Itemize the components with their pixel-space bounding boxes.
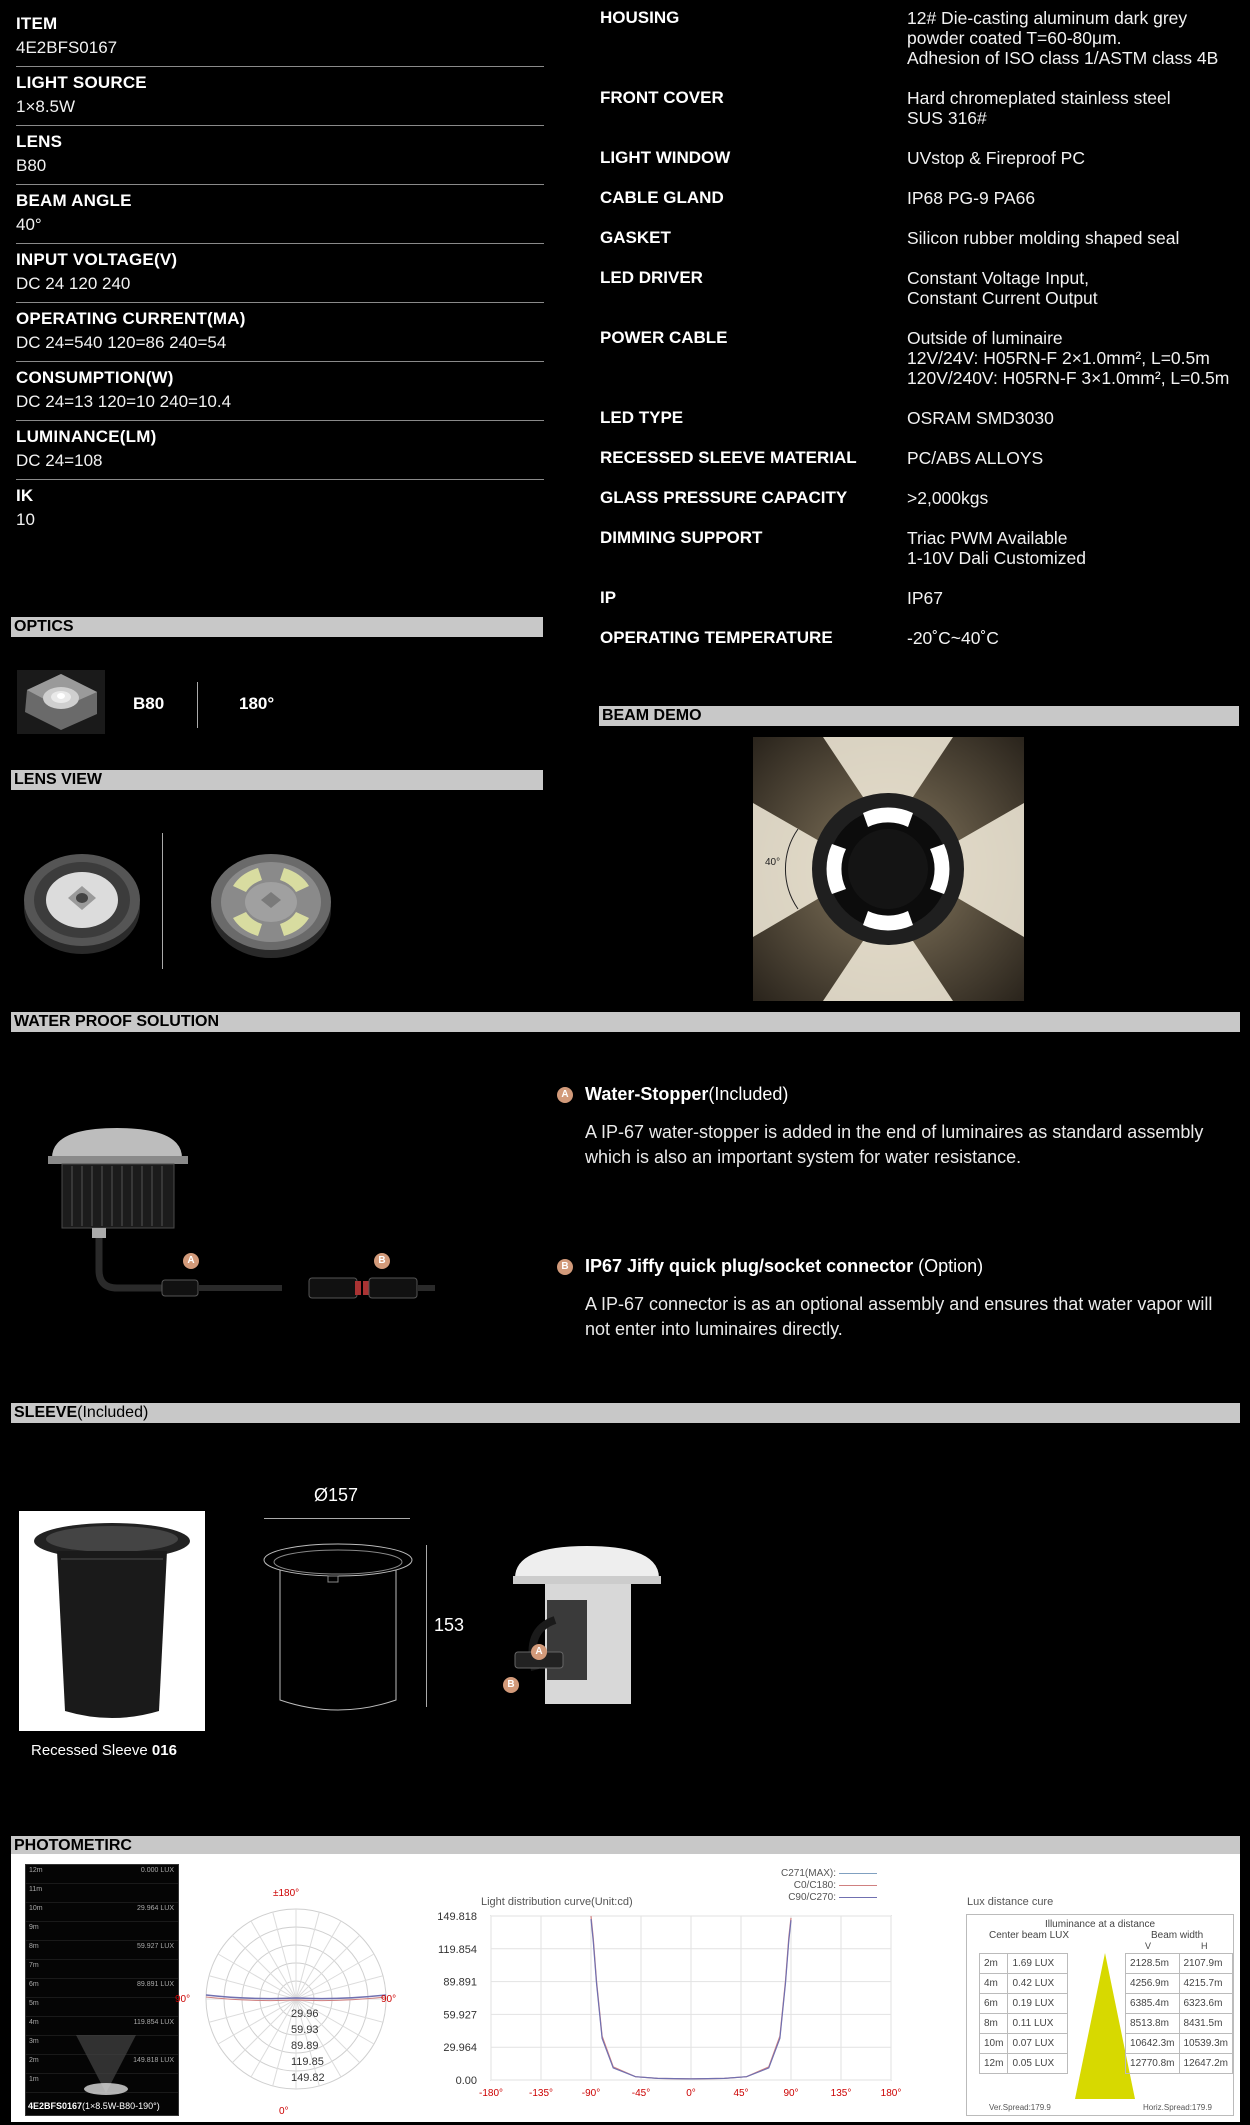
y-tick-label: 119.854: [438, 1943, 477, 1956]
lux-cell-d: 12m: [980, 2054, 1008, 2074]
lux-col-h: H: [1201, 1941, 1208, 1951]
x-tick-label: -135°: [528, 2088, 554, 2099]
x-tick-label: -90°: [581, 2088, 601, 2099]
legend-label: C271(MAX):: [781, 1868, 837, 1879]
polar-bottom-label: 0°: [279, 2106, 289, 2117]
badge-b: B: [557, 1259, 573, 1275]
illuminance-height: 8m: [29, 1943, 39, 1950]
spec-value: 40°: [16, 215, 42, 234]
sleeve-caption: [31, 1742, 177, 1759]
illuminance-height: 11m: [29, 1886, 43, 1893]
section-bar-lens-view: LENS VIEW: [11, 770, 543, 790]
polar-top-label: ±180°: [273, 1888, 300, 1899]
spec-label: DIMMING SUPPORT: [600, 528, 763, 547]
polar-spoke: [296, 1912, 319, 1999]
polar-left-label: 90°: [175, 1994, 191, 2005]
spec-value: DC 24 120 240: [16, 274, 131, 293]
connector-image: [305, 1270, 435, 1310]
spec-cable-gland: [600, 188, 1240, 228]
illuminance-lux: 89.891 LUX: [137, 1981, 174, 1988]
legend-label: C0/C180:: [793, 1880, 837, 1891]
spec-value: DC 24=540 120=86 240=54: [16, 333, 227, 352]
lux-cell-h: 8431.5m: [1179, 2014, 1233, 2034]
spec-label: ITEM: [16, 14, 58, 33]
x-tick-label: -45°: [631, 2088, 651, 2099]
lux-cell-lux: 0.19 LUX: [1008, 1994, 1067, 2014]
sleeve-bar-suffix: (Included): [77, 1404, 149, 1421]
spec-luminance: [16, 421, 544, 480]
y-tick-label: 59.927: [443, 2009, 477, 2022]
lux-cell-v: 4256.9m: [1126, 1974, 1179, 1994]
spec-list-left: [16, 8, 544, 538]
lux-cell-h: 10539.3m: [1179, 2034, 1233, 2054]
illuminance-height: 12m: [29, 1867, 43, 1874]
lux-cell-v: 2128.5m: [1126, 1954, 1179, 1974]
spec-value: -20˚C~40˚C: [907, 628, 999, 648]
section-bar-water-proof: WATER PROOF SOLUTION: [11, 1012, 1240, 1032]
lux-cell-lux: 1.69 LUX: [1008, 1954, 1067, 1974]
spec-operating-current: [16, 303, 544, 362]
illuminance-row: [26, 1979, 178, 1998]
lux-col-beam: Beam width: [1151, 1930, 1204, 1941]
spec-sleeve-material: [600, 448, 1240, 488]
illuminance-chart: [25, 1864, 179, 2116]
illuminance-height: 6m: [29, 1981, 39, 1988]
sleeve-height: 153: [434, 1615, 465, 1635]
lux-cell-h: 2107.9m: [1179, 1954, 1233, 1974]
sleeve-bar-title: SLEEVE: [14, 1404, 78, 1421]
badge-a: A: [557, 1087, 573, 1103]
lux-cell-spacer: [1067, 1994, 1125, 2014]
illuminance-row: [26, 1865, 178, 1884]
section-bar-sleeve: [11, 1403, 1240, 1423]
lux-table-row: [980, 2014, 1233, 2034]
spec-label: LIGHT WINDOW: [600, 148, 731, 167]
illuminance-cone: [76, 2025, 136, 2095]
polar-spoke: [296, 1935, 360, 1999]
y-tick-label: 29.964: [443, 2042, 477, 2055]
hor-spread: Horiz.Spread:179.9: [1143, 2103, 1212, 2112]
illuminance-height: 3m: [29, 2038, 39, 2045]
spec-value: 4E2BFS0167: [16, 38, 118, 57]
lux-col-center: Center beam LUX: [989, 1930, 1070, 1941]
x-tick-label: 135°: [830, 2088, 852, 2099]
chart-legend: [781, 1868, 877, 1904]
spec-ip: [600, 588, 1240, 628]
polar-value: 59.93: [291, 2024, 319, 2036]
spec-label: RECESSED SLEEVE MATERIAL: [600, 448, 857, 467]
illuminance-height: 1m: [29, 2076, 39, 2083]
sleeve-caption-text: Recessed Sleeve: [31, 1742, 152, 1759]
spec-value: Hard chromeplated stainless steel SUS 316#: [907, 88, 1171, 128]
lux-cell-v: 10642.3m: [1126, 2034, 1179, 2054]
lux-cell-d: 6m: [980, 1994, 1008, 2014]
x-tick-label: 45°: [733, 2088, 749, 2099]
beam-angle-label: 40°: [765, 857, 781, 868]
polar-values: [291, 2006, 325, 2086]
spec-led-driver: [600, 268, 1240, 328]
optics-lens-value: B80: [133, 694, 165, 713]
spec-value: Constant Voltage Input, Constant Current Output: [907, 268, 1098, 308]
lux-table-row: [980, 1994, 1233, 2014]
lens-view-divider: [162, 833, 163, 969]
lux-cell-d: 2m: [980, 1954, 1008, 1974]
spec-item: [16, 8, 544, 67]
lux-table-row: [980, 1974, 1233, 1994]
badge-a-diagram: A: [183, 1253, 199, 1269]
polar-spoke: [296, 1921, 341, 1999]
badge-b-diagram: B: [374, 1253, 390, 1269]
x-tick-label: 180°: [880, 2088, 902, 2099]
spec-gasket: [600, 228, 1240, 268]
y-tick-label: 89.891: [443, 1976, 477, 1989]
spec-value: Triac PWM Available 1-10V Dali Customized: [907, 528, 1086, 568]
spec-label: GASKET: [600, 228, 671, 247]
illuminance-lux: 149.818 LUX: [133, 2057, 174, 2064]
spec-light-source: [16, 67, 544, 126]
spec-dimming: [600, 528, 1240, 588]
spec-label: LIGHT SOURCE: [16, 73, 147, 92]
spec-value: 10: [16, 510, 35, 529]
height-line: [426, 1545, 427, 1707]
lux-table-row: [980, 2034, 1233, 2054]
spec-lens: [16, 126, 544, 185]
sleeve-caption-code: 016: [151, 1742, 177, 1759]
y-tick-label: 0.00: [455, 2075, 477, 2087]
illuminance-lux: 119.854 LUX: [133, 2019, 174, 2026]
lens-view-four-window-image: [208, 846, 334, 960]
illuminance-lux: 0.000 LUX: [140, 1867, 174, 1874]
spec-power-cable: [600, 328, 1240, 408]
connector-title: [585, 1256, 983, 1277]
optics-angle-value: 180°: [239, 694, 275, 713]
polar-spoke: [209, 1999, 296, 2022]
lux-cell-lux: 0.42 LUX: [1008, 1974, 1067, 1994]
spec-value: PC/ABS ALLOYS: [907, 448, 1044, 468]
light-distribution-chart: [411, 1910, 951, 2120]
illuminance-row: [26, 1884, 178, 1903]
water-stopper-suffix: (Included): [708, 1084, 789, 1104]
spec-value: UVstop & Fireproof PC: [907, 148, 1085, 168]
lux-cell-lux: 0.05 LUX: [1008, 2054, 1067, 2074]
lux-cell-h: 4215.7m: [1179, 1974, 1233, 1994]
spec-led-type: [600, 408, 1240, 448]
y-tick-label: 149.818: [437, 1911, 477, 1923]
diameter-line: [264, 1518, 410, 1519]
sleeve-diameter: Ø157: [314, 1485, 359, 1505]
spec-value: 1×8.5W: [16, 97, 76, 116]
legend-c0: [781, 1880, 877, 1892]
spec-label: CONSUMPTION(W): [16, 368, 174, 387]
lux-table-row: [980, 2054, 1233, 2074]
spec-value: DC 24=108: [16, 451, 103, 470]
illuminance-row: [26, 1960, 178, 1979]
spec-glass-pressure: [600, 488, 1240, 528]
lux-cell-spacer: [1067, 1954, 1125, 1974]
spec-value: Silicon rubber molding shaped seal: [907, 228, 1180, 248]
polar-value: 119.85: [291, 2056, 324, 2068]
lens-view-single-image: [22, 846, 142, 956]
lux-table: [979, 1953, 1233, 2074]
illuminance-height: 4m: [29, 2019, 39, 2026]
spec-light-window: [600, 148, 1240, 188]
lux-cell-v: 12770.8m: [1126, 2054, 1179, 2074]
lux-cell-lux: 0.11 LUX: [1008, 2014, 1067, 2034]
illuminance-caption: [28, 2101, 160, 2111]
polar-spoke: [273, 1912, 296, 1999]
lux-table-row: [980, 1954, 1233, 1974]
spec-value: >2,000kgs: [907, 488, 989, 508]
illuminance-row: [26, 1922, 178, 1941]
spec-value: 12# Die-casting aluminum dark grey powder coated T=60-80μm. Adhesion of ISO class 1/ASTM class 4B: [907, 8, 1219, 68]
spec-value: IP68 PG-9 PA66: [907, 188, 1036, 208]
illuminance-height: 5m: [29, 2000, 39, 2007]
water-stopper-title-text: Water-Stopper: [585, 1084, 709, 1104]
spec-label: INPUT VOLTAGE(V): [16, 250, 178, 269]
x-tick-label: -180°: [478, 2088, 504, 2099]
polar-value: 89.89: [291, 2040, 319, 2052]
lux-cell-h: 12647.2m: [1179, 2054, 1233, 2074]
spec-value: OSRAM SMD3030: [907, 408, 1054, 428]
spec-label: BEAM ANGLE: [16, 191, 132, 210]
section-bar-photometric: PHOTOMETIRC: [11, 1836, 1240, 1856]
polar-spoke: [232, 1999, 296, 2063]
sleeve-photo: [19, 1511, 205, 1731]
optics-divider: [197, 682, 198, 728]
lux-cell-lux: 0.07 LUX: [1008, 2034, 1067, 2054]
spec-value: Outside of luminaire 12V/24V: H05RN-F 2×1.0mm², L=0.5m 120V/240V: H05RN-F 3×1.0mm², L=0.5m: [907, 328, 1230, 388]
lux-cell-v: 8513.8m: [1126, 2014, 1179, 2034]
sleeve-drawing: [260, 1540, 416, 1720]
polar-value: 149.82: [291, 2072, 325, 2084]
spec-label: IK: [16, 486, 34, 505]
polar-value: 29.96: [291, 2008, 319, 2020]
water-stopper-desc: A IP-67 water-stopper is added in the end of luminaires as standard assembly which is also an important system for water resistance.: [585, 1122, 1204, 1167]
legend-c271: [781, 1868, 877, 1880]
badge-b-assembly: B: [503, 1677, 519, 1693]
water-proof-diagram: [42, 1120, 302, 1320]
polar-spoke: [209, 1976, 296, 1999]
lux-cell-spacer: [1067, 1974, 1125, 1994]
illuminance-lux: 29.964 LUX: [137, 1905, 174, 1912]
beam-demo-image: [753, 737, 1024, 1001]
lux-distance-title: Lux distance cure: [967, 1896, 1054, 1908]
spec-label: LENS: [16, 132, 63, 151]
section-bar-optics: OPTICS: [11, 617, 543, 637]
spec-label: OPERATING CURRENT(MA): [16, 309, 246, 328]
polar-spoke: [218, 1999, 296, 2044]
legend-c90: [781, 1892, 877, 1904]
illuminance-height: 10m: [29, 1905, 43, 1912]
spec-label: POWER CABLE: [600, 328, 728, 347]
illuminance-row: [26, 1941, 178, 1960]
spec-label: LED DRIVER: [600, 268, 703, 287]
sleeve-assembly-image: [495, 1540, 675, 1730]
connector-desc: A IP-67 connector is as an optional assembly and ensures that water vapor will not enter into luminaires directly.: [585, 1294, 1213, 1339]
polar-spoke: [296, 1976, 383, 1999]
lux-distance-box: [966, 1914, 1234, 2116]
spec-operating-temp: [600, 628, 1240, 668]
spec-value: DC 24=13 120=10 240=10.4: [16, 392, 232, 411]
spec-label: LED TYPE: [600, 408, 684, 427]
polar-spoke: [296, 1954, 374, 1999]
connector-suffix: (Option): [913, 1256, 984, 1276]
water-stopper-title: [585, 1084, 788, 1105]
spec-label: LUMINANCE(LM): [16, 427, 157, 446]
polar-spoke: [218, 1954, 296, 1999]
lux-cell-spacer: [1067, 2014, 1125, 2034]
spec-label: GLASS PRESSURE CAPACITY: [600, 488, 848, 507]
spec-ik: [16, 480, 544, 538]
spec-label: CABLE GLAND: [600, 188, 724, 207]
spec-consumption: [16, 362, 544, 421]
lux-cell-d: 10m: [980, 2034, 1008, 2054]
spec-label: HOUSING: [600, 8, 680, 27]
x-tick-label: 90°: [783, 2088, 799, 2099]
lux-col-v: V: [1145, 1941, 1152, 1951]
spec-label: IP: [600, 588, 617, 607]
illuminance-caption-code: 4E2BFS0167: [28, 2101, 83, 2111]
spec-housing: [600, 8, 1240, 88]
ver-spread: Ver.Spread:179.9: [989, 2103, 1051, 2112]
illuminance-height: 9m: [29, 1924, 39, 1931]
spec-label: FRONT COVER: [600, 88, 724, 107]
lens-optic-image: [17, 670, 105, 734]
spec-value: B80: [16, 156, 47, 175]
spec-value: IP67: [907, 588, 943, 608]
illuminance-row: [26, 1903, 178, 1922]
connector-title-text: IP67 Jiffy quick plug/socket connector: [585, 1256, 914, 1276]
lux-cell-v: 6385.4m: [1126, 1994, 1179, 2014]
polar-spoke: [251, 1999, 296, 2077]
lux-cell-spacer: [1067, 2034, 1125, 2054]
polar-spoke: [251, 1921, 296, 1999]
polar-spoke: [232, 1935, 296, 1999]
illuminance-height: 7m: [29, 1962, 39, 1969]
illuminance-height: 2m: [29, 2057, 39, 2064]
spec-input-voltage: [16, 244, 544, 303]
illuminance-row: [26, 1998, 178, 2017]
illuminance-lux: 59.927 LUX: [137, 1943, 174, 1950]
photometric-panel: [11, 1854, 1240, 2122]
spec-front-cover: [600, 88, 1240, 148]
spec-label: OPERATING TEMPERATURE: [600, 628, 833, 647]
section-bar-beam-demo: BEAM DEMO: [599, 706, 1239, 726]
lux-table-title: Illuminance at a distance: [1044, 1919, 1156, 1930]
line-chart-title: Light distribution curve(Unit:cd): [481, 1896, 633, 1908]
badge-a-assembly: A: [531, 1644, 547, 1660]
x-tick-label: 0°: [686, 2088, 696, 2099]
spec-list-right: [600, 8, 1240, 668]
spec-beam-angle: [16, 185, 544, 244]
legend-label: C90/C270:: [788, 1892, 837, 1903]
lux-cell-spacer: [1067, 2054, 1125, 2074]
lux-cell-d: 8m: [980, 2014, 1008, 2034]
lux-cell-d: 4m: [980, 1974, 1008, 1994]
lux-cell-h: 6323.6m: [1179, 1994, 1233, 2014]
polar-right-label: 90°: [381, 1994, 397, 2005]
illuminance-caption-suffix: (1×8.5W-B80-190°): [82, 2101, 160, 2111]
